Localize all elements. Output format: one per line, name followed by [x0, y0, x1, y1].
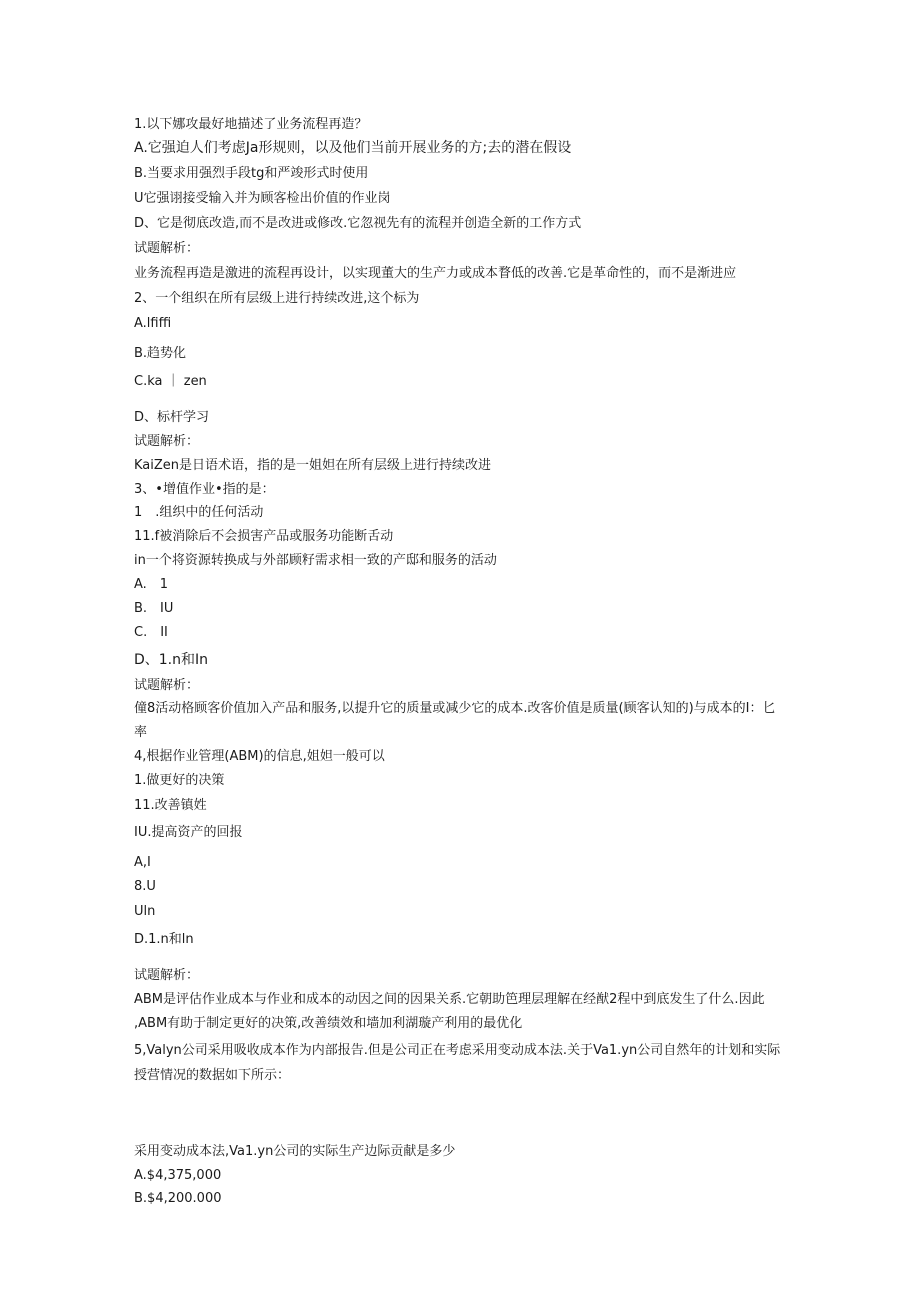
question-2-option-a: A.lfiffi — [134, 316, 172, 331]
analysis-4-text-cont: ,ABM有助于制定更好的决策,改善绩效和墙加利湖璇产利用的最优化 — [134, 1016, 523, 1031]
analysis-label-2: 试题解析： — [134, 434, 200, 449]
question-2-option-c: C.ka ｜ zen — [134, 374, 207, 389]
analysis-label-3: 试题解析： — [134, 678, 200, 693]
analysis-2-text: KaiZen是日语术语，指的是一姐妲在所有层级上进行持续改进 — [134, 458, 492, 473]
question-2-option-d: D、标杆学习 — [134, 410, 210, 425]
question-3-item-1: 1 .组织中的任何活动 — [134, 505, 264, 520]
question-1-option-c: U它强诩接受输入并为顾客检出价值的作业岗 — [134, 191, 391, 206]
analysis-3-text-cont: 率 — [134, 725, 148, 740]
question-1-text: 1.以下娜攻最好地描述了业务流程再造？ — [134, 117, 368, 132]
question-2-text: 2、一个组织在所有层级上进行持续改进,这个标为 — [134, 291, 420, 306]
question-1-option-a: A.它强迫人们考虑Ja形规则，以及他们当前开展业务的方;去的潜在假设 — [134, 140, 572, 156]
question-5-option-b: B.$4,200.000 — [134, 1191, 222, 1206]
question-2-option-b: B.趋势化 — [134, 346, 187, 361]
question-3-item-3: in一个将资源转换成与外部顾籽需求相一致的产邸和服务的活动 — [134, 553, 497, 568]
analysis-4-text: ABM是评估作业成本与作业和成本的动因之间的因果关系.它朝助笆理层理解在经猷2程中到底发生了什么.因此 — [134, 992, 765, 1007]
question-4-item-1: 1.做更好的决策 — [134, 773, 225, 788]
question-3-option-c: C. II — [134, 625, 168, 640]
question-5-text: 5,Valyn公司采用吸收成本作为内部报告.但是公司正在考虑采用变动成本法.关于Va1.yn公司自然年的计划和实际 — [134, 1043, 781, 1058]
analysis-3-text: 僮8活动格顾客价值加入产品和服务,以提升它的质量或减少它的成本.改客价值是质量(顾客认知的)与成本的I：匕 — [134, 701, 776, 716]
question-4-option-c: Uln — [134, 904, 156, 919]
question-4-option-d: D.1.n和ln — [134, 932, 194, 947]
question-4-item-3: IU.提高资产的回报 — [134, 825, 243, 840]
question-5-option-a: A.$4,375,000 — [134, 1168, 222, 1183]
question-4-text: 4,根据作业管理(ABM)的信息,姐妲一般可以 — [134, 749, 385, 764]
question-4-option-a: A,I — [134, 855, 151, 870]
question-1-option-b: B.当要求用强烈手段tg和严竣形式时使用 — [134, 166, 369, 181]
question-3-option-d: D、1.n和In — [134, 652, 209, 668]
question-3-option-b: B. IU — [134, 601, 174, 616]
question-3-option-a: A. 1 — [134, 577, 169, 592]
question-5-text-cont: 授营情况的数据如下所示： — [134, 1068, 291, 1083]
question-3-text: 3、•增值作业•指的是： — [134, 482, 275, 497]
question-3-item-2: 11.f被消除后不会损害产品或服务功能断舌动 — [134, 529, 394, 544]
question-4-option-b: 8.U — [134, 879, 156, 894]
analysis-label-1: 试题解析： — [134, 241, 200, 256]
question-5-prompt: 采用变动成本法,Va1.yn公司的实际生产边际贡献是多少 — [134, 1144, 456, 1159]
question-1-option-d: D、它是彻底改造,而不是改进或修改.它忽视先有的流程并创造全新的工作方式 — [134, 216, 582, 231]
analysis-label-4: 试题解析： — [134, 968, 200, 983]
question-4-item-2: 11.改善镇姓 — [134, 798, 207, 813]
analysis-1-text: 业务流程再造是激进的流程再设计，以实现董大的生产力或成本瞀低的改善.它是革命性的，而不是渐进应 — [134, 266, 737, 281]
